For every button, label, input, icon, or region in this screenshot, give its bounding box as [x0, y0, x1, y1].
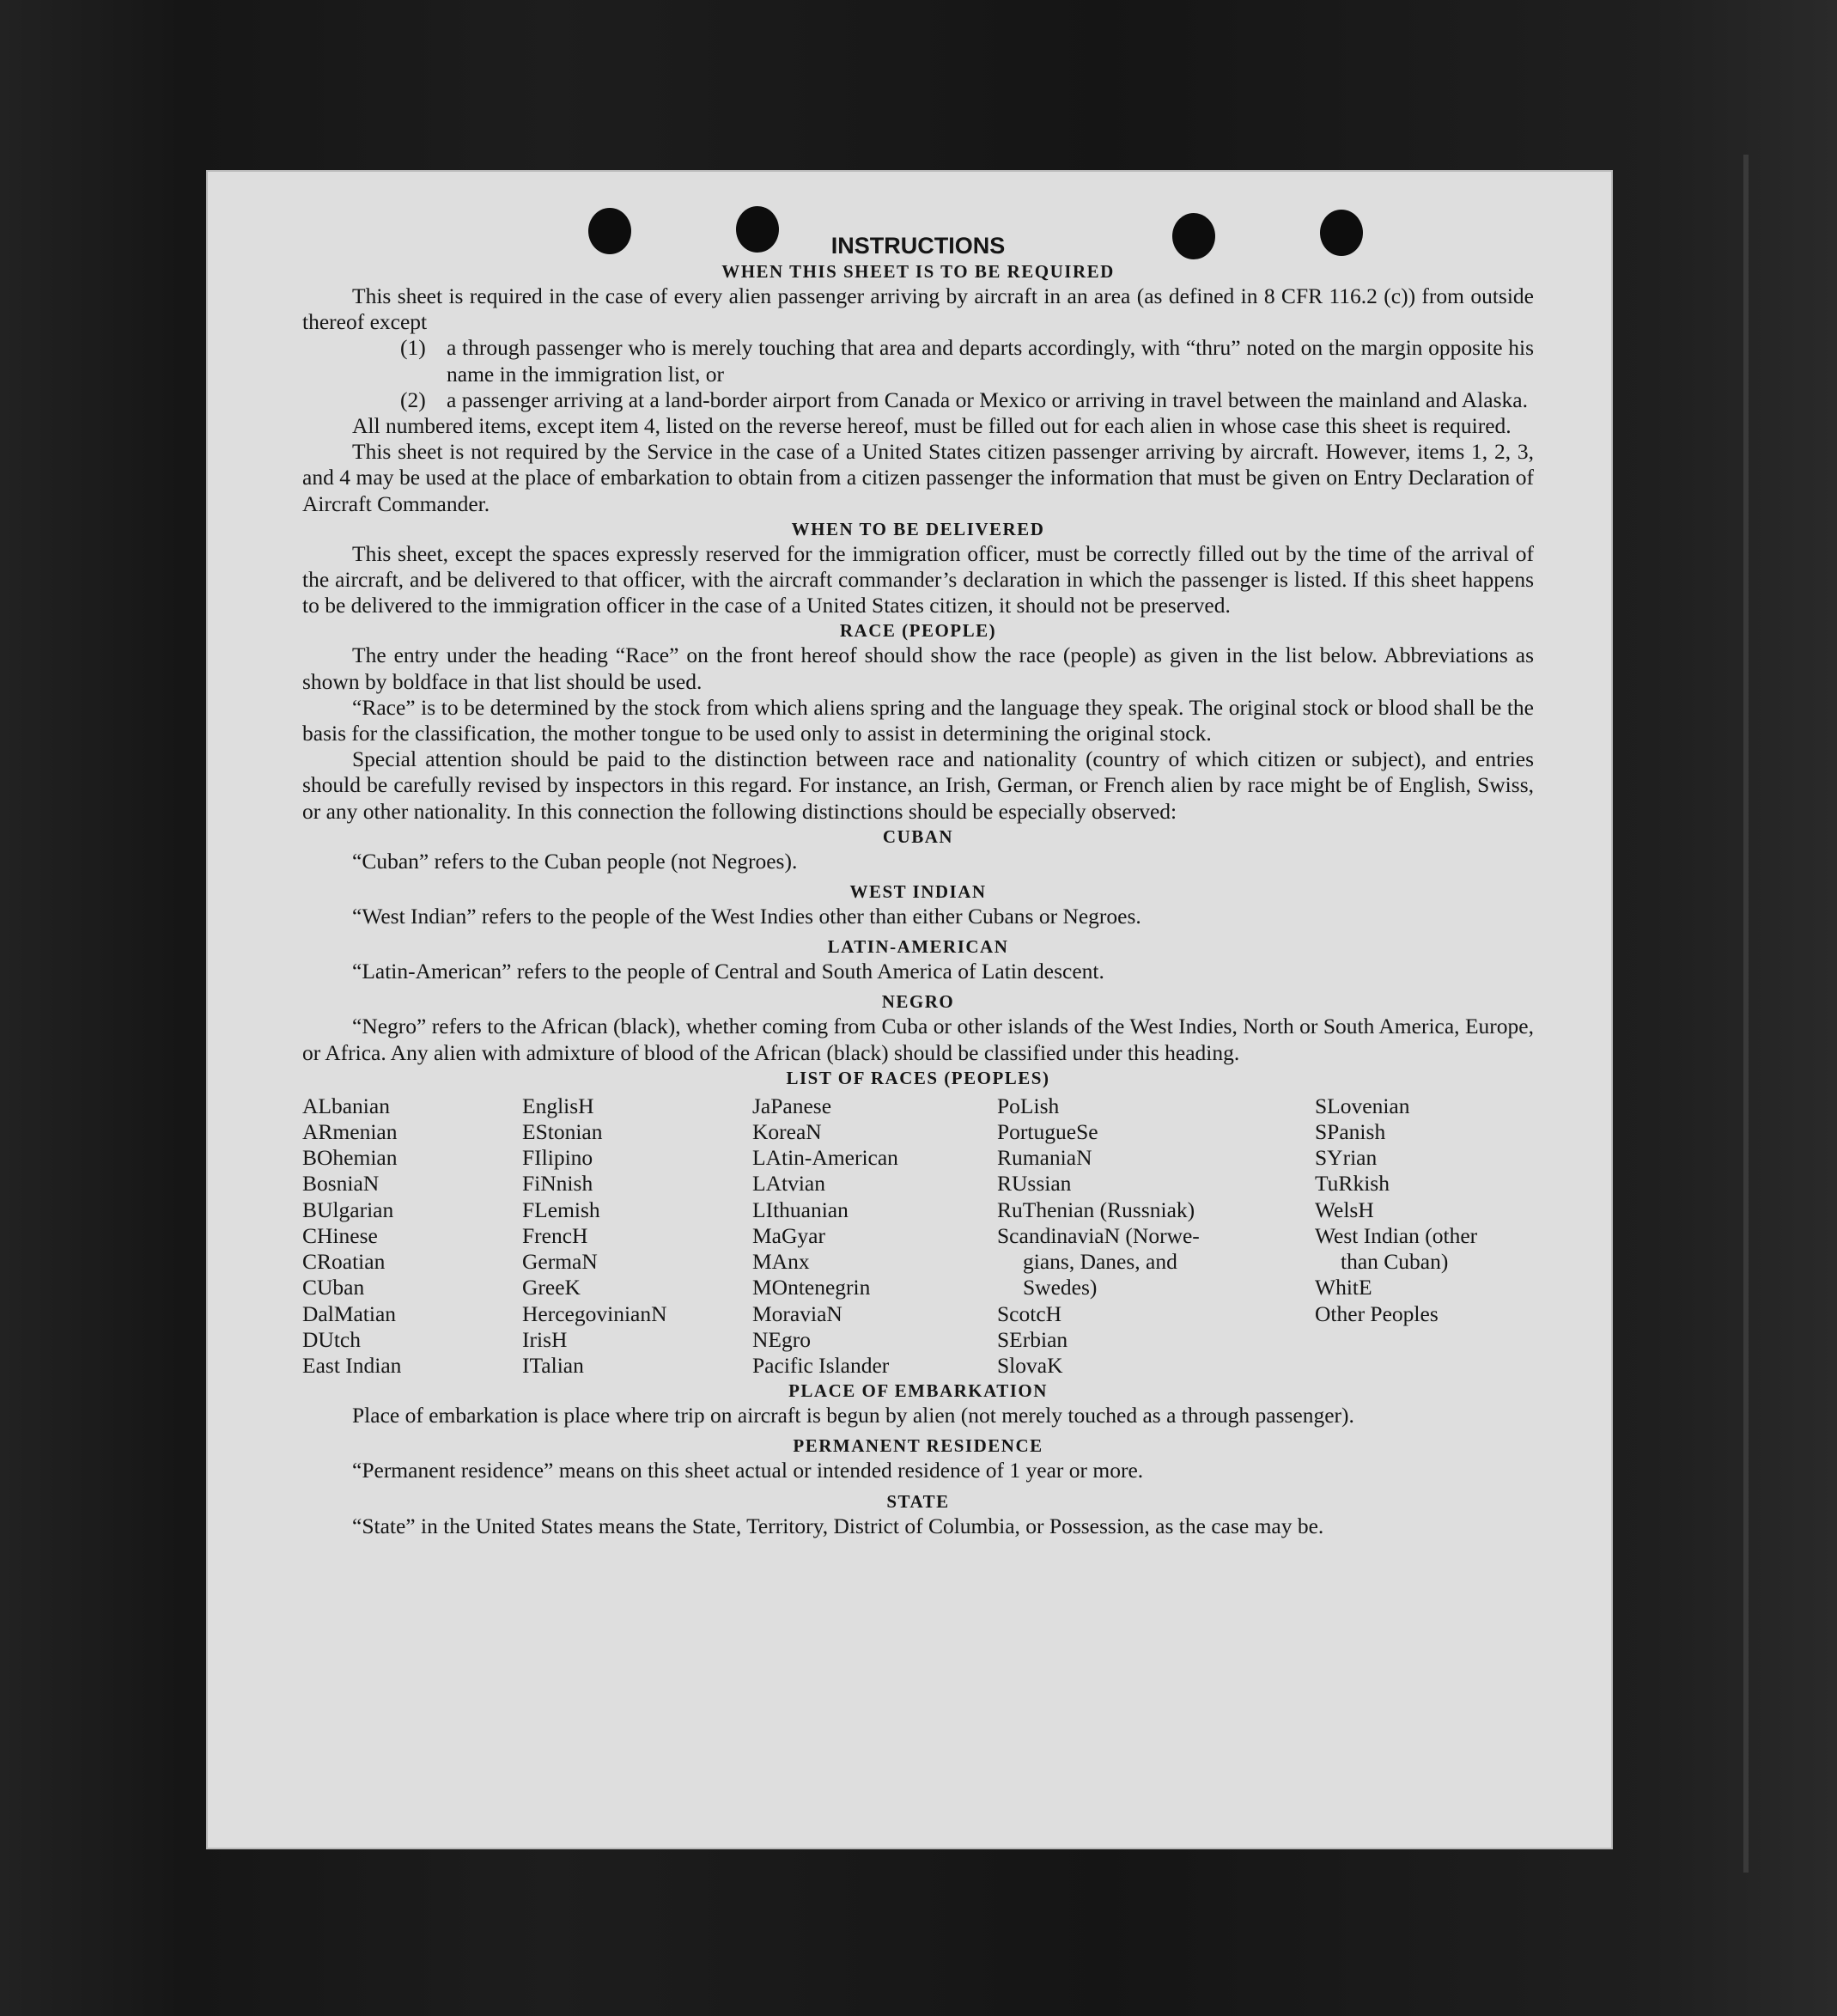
heading-negro: NEGRO — [881, 991, 955, 1013]
paragraph: This sheet, except the spaces expressly reserved for the immigration officer, must be correctly filled out by the time of the arrival of the aircraft, and be delivered to that officer, with the aircraft commander’s declaration in which the passenger is listed. If this sheet happens to be delivered to the immigration officer in the case of a United States citizen, it should not be preserved. — [302, 540, 1534, 618]
race-entry: GreeK — [522, 1275, 581, 1300]
race-entry: Other Peoples — [1315, 1300, 1439, 1326]
item-text: a passenger arriving at a land-border airport from Canada or Mexico or arriving in travel between the mainland and Alaska. — [447, 387, 1528, 412]
race-entry: EStonian — [522, 1119, 603, 1145]
paragraph: This sheet is not required by the Service in the case of a United States citizen passenger arriving by aircraft. However, items 1, 2, 3, and 4 may be used at the place of embarkation to obtain from a citizen passenger the information that must be given on Entry Declaration of Aircraft Commander. — [302, 439, 1534, 516]
race-entry: SErbian — [997, 1326, 1068, 1352]
document-body — [302, 232, 1534, 1539]
page-title: INSTRUCTIONS — [830, 233, 1006, 259]
paragraph: The entry under the heading “Race” on the front hereof should show the race (people) as given in the list below. Abbreviations as shown by boldface in that list should be used. — [302, 643, 1534, 694]
race-entry: FIlipino — [522, 1145, 593, 1171]
races-column — [997, 1093, 1315, 1379]
paragraph: Place of embarkation is place where trip on aircraft is begun by alien (not merely touched as a through passenger). — [352, 1403, 1354, 1428]
race-entry: HercegovinianN — [522, 1300, 667, 1326]
race-entry: ALbanian — [302, 1093, 390, 1118]
paragraph: This sheet is required in the case of every alien passenger arriving by aircraft in an area (as defined in 8 CFR 116.2 (c)) from outside thereof except — [302, 283, 1534, 335]
races-column — [752, 1093, 997, 1379]
race-entry: EnglisH — [522, 1093, 594, 1118]
race-entry: KoreaN — [752, 1119, 822, 1145]
race-entry: FLemish — [522, 1197, 600, 1222]
paragraph: “Cuban” refers to the Cuban people (not Negroes). — [352, 848, 798, 874]
heading-permanent-residence: PERMANENT RESIDENCE — [793, 1435, 1043, 1457]
paragraph: “West Indian” refers to the people of the West Indies other than either Cubans or Negroes. — [352, 904, 1141, 929]
race-entry: CUban — [302, 1275, 365, 1300]
paragraph: “State” in the United States means the State, Territory, District of Columbia, or Possession, as the case may be. — [352, 1513, 1324, 1538]
race-entry: SlovaK — [997, 1352, 1063, 1378]
race-entry: SPanish — [1315, 1119, 1386, 1145]
heading-when-delivered: WHEN TO BE DELIVERED — [791, 518, 1045, 539]
race-entry: CRoatian — [302, 1249, 386, 1275]
race-entry: LIthuanian — [752, 1197, 849, 1222]
race-entry: ScandinaviaN (Norwe- — [997, 1222, 1200, 1248]
paragraph: “Latin-American” refers to the people of Central and South America of Latin descent. — [352, 959, 1104, 984]
item-number: (2) — [400, 387, 426, 412]
scan-edge — [1743, 155, 1749, 1873]
race-entry: MOntenegrin — [752, 1275, 871, 1300]
race-entry: Swedes) — [1023, 1275, 1098, 1300]
race-entry: FiNnish — [522, 1171, 593, 1197]
race-entry: DUtch — [302, 1326, 361, 1352]
list-item — [400, 387, 1534, 413]
paragraph: “Negro” refers to the African (black), whether coming from Cuba or other islands of the West Indies, North or South America, Europe, or Africa. Any alien with admixture of blood of the African (black) should be classified under this heading. — [302, 1014, 1534, 1065]
race-entry: Pacific Islander — [752, 1352, 890, 1378]
races-column — [302, 1093, 522, 1379]
race-entry: FrencH — [522, 1222, 588, 1248]
race-entry: ITalian — [522, 1352, 584, 1378]
race-entry: gians, Danes, and — [1023, 1249, 1177, 1275]
race-entry: LAtvian — [752, 1171, 825, 1197]
race-entry: BOhemian — [302, 1145, 398, 1171]
race-entry: PoLish — [997, 1093, 1060, 1118]
race-entry: DalMatian — [302, 1300, 397, 1326]
paragraph: All numbered items, except item 4, listed on the reverse hereof, must be filled out for each alien in whose case this sheet is required. — [352, 413, 1512, 439]
races-column — [522, 1093, 752, 1379]
races-table — [302, 1093, 1534, 1379]
heading-race: RACE (PEOPLE) — [839, 620, 997, 642]
heading-list-of-races: LIST OF RACES (PEOPLES) — [786, 1067, 1050, 1088]
list-item — [400, 335, 1534, 387]
race-entry: BUlgarian — [302, 1197, 394, 1222]
race-entry: RUssian — [997, 1171, 1072, 1197]
race-entry: MAnx — [752, 1249, 810, 1275]
race-entry: CHinese — [302, 1222, 378, 1248]
race-entry: ARmenian — [302, 1119, 398, 1145]
race-entry: JaPanese — [752, 1093, 832, 1118]
race-entry: NEgro — [752, 1326, 811, 1352]
race-entry: SYrian — [1315, 1145, 1378, 1171]
heading-embarkation: PLACE OF EMBARKATION — [788, 1380, 1048, 1402]
race-entry: IrisH — [522, 1326, 568, 1352]
instruction-sheet — [206, 170, 1613, 1849]
heading-cuban: CUBAN — [882, 825, 954, 847]
race-entry: LAtin-American — [752, 1145, 898, 1171]
race-entry: RuThenian (Russniak) — [997, 1197, 1195, 1222]
race-entry: GermaN — [522, 1249, 598, 1275]
paragraph: “Race” is to be determined by the stock from which aliens spring and the language they speak. The original stock or blood shall be the basis for the classification, the mother tongue to be used only to assist in determining the original stock. — [302, 694, 1534, 746]
heading-latin-american: LATIN-AMERICAN — [827, 936, 1009, 958]
heading-west-indian: WEST INDIAN — [849, 881, 987, 903]
race-entry: SLovenian — [1315, 1093, 1410, 1118]
race-entry: MaGyar — [752, 1222, 825, 1248]
race-entry: East Indian — [302, 1352, 402, 1378]
paragraph: Special attention should be paid to the distinction between race and nationality (country of which citizen or subject), and entries should be carefully revised by inspectors in this regard. For instance, an Irish, German, or French alien by race might be of English, Swiss, or any other nationality. In this connection the following distinctions should be especially observed: — [302, 746, 1534, 824]
paragraph: “Permanent residence” means on this sheet actual or intended residence of 1 year or more. — [352, 1458, 1144, 1483]
race-entry: BosniaN — [302, 1171, 380, 1197]
race-entry: TuRkish — [1315, 1171, 1390, 1197]
races-column — [1315, 1093, 1534, 1379]
race-entry: ScotcH — [997, 1300, 1062, 1326]
race-entry: WhitE — [1315, 1275, 1372, 1300]
race-entry: WelsH — [1315, 1197, 1374, 1222]
race-entry: than Cuban) — [1341, 1249, 1449, 1275]
heading-state: STATE — [886, 1490, 950, 1512]
race-entry: MoraviaN — [752, 1300, 842, 1326]
race-entry: West Indian (other — [1315, 1222, 1478, 1248]
race-entry: PortugueSe — [997, 1119, 1098, 1145]
heading-when-required: WHEN THIS SHEET IS TO BE REQUIRED — [721, 261, 1115, 282]
item-number: (1) — [400, 335, 426, 361]
item-text: a through passenger who is merely touching that area and departs accordingly, with “thru” noted on the margin opposite his name in the immigration list, or — [447, 335, 1534, 387]
race-entry: RumaniaN — [997, 1145, 1092, 1171]
